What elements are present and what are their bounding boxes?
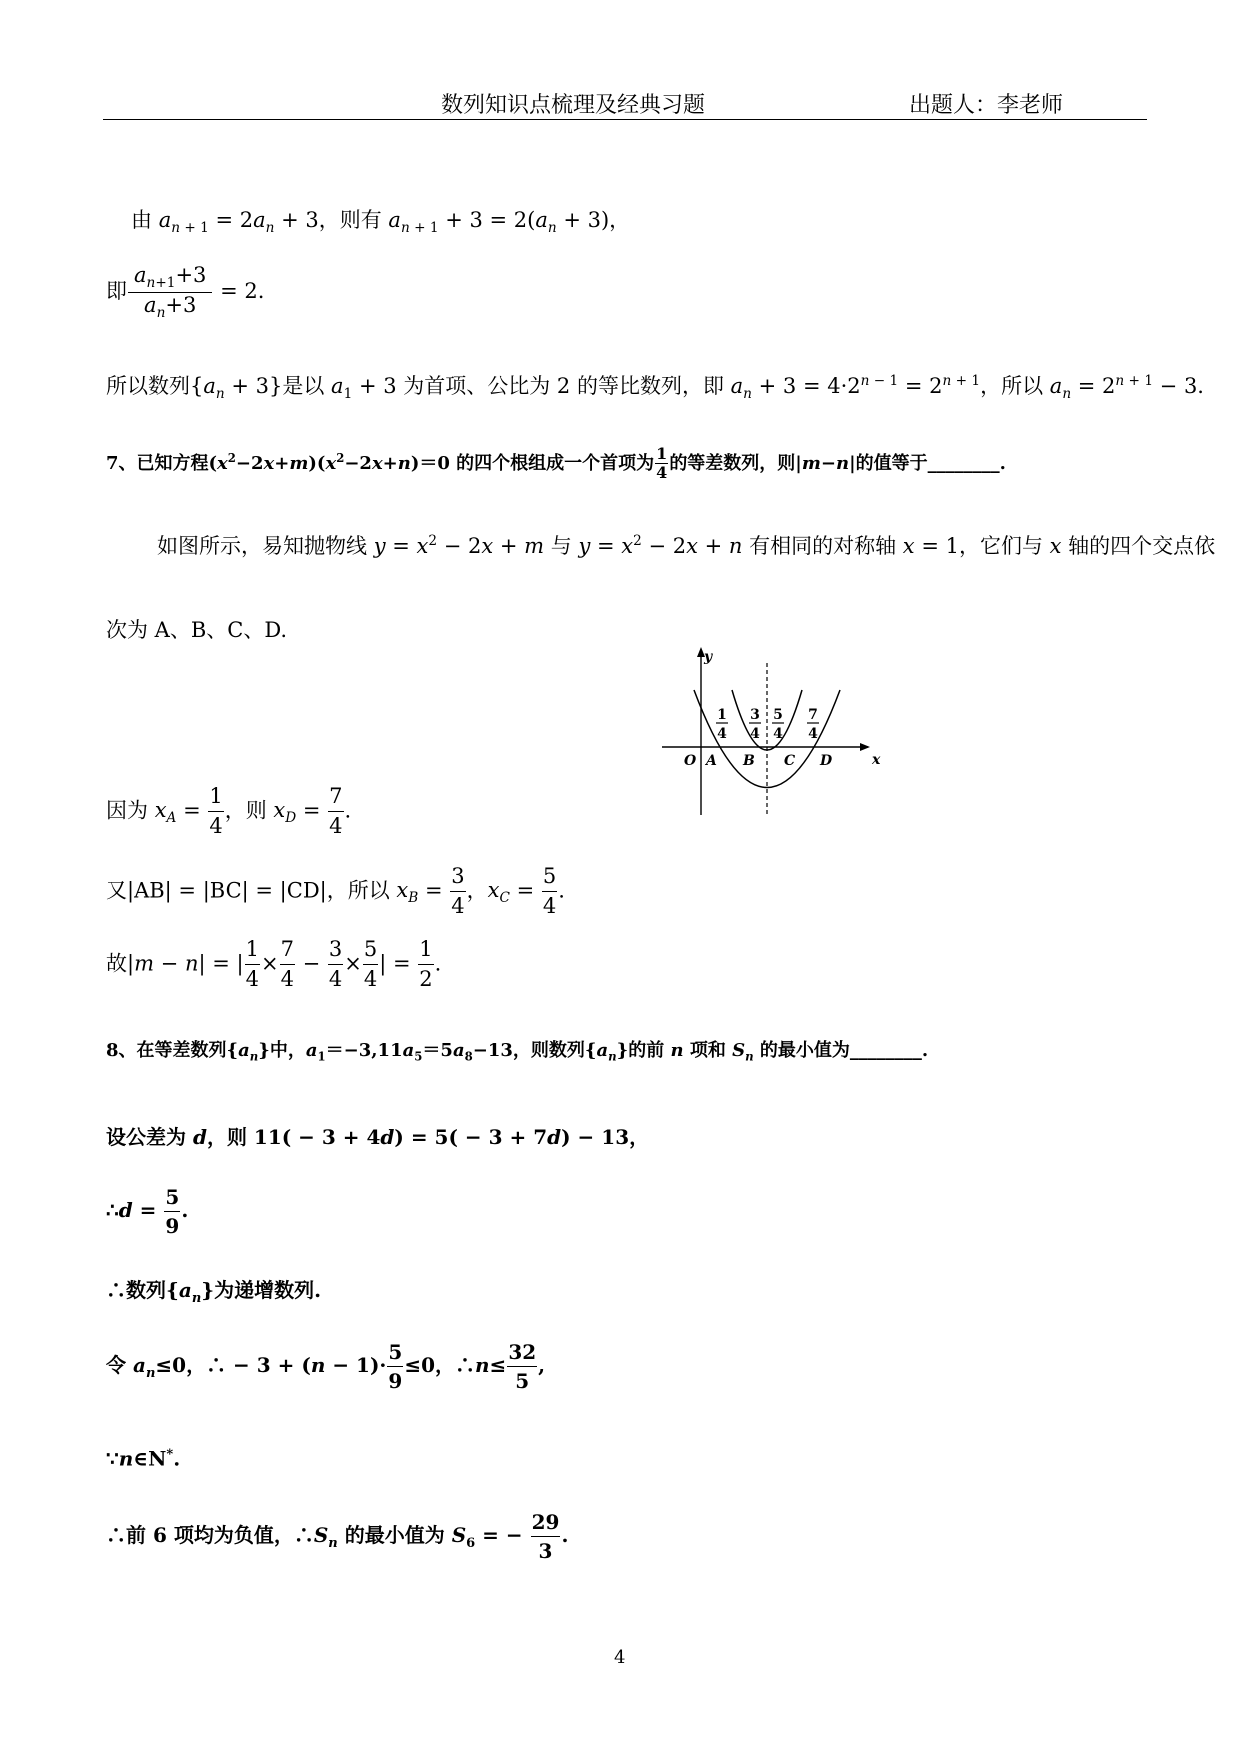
page-number: 4 [614, 1647, 626, 1668]
svg-text:4: 4 [750, 726, 760, 742]
sol8-line5: ∵n∈N*. [106, 1446, 181, 1471]
svg-text:5: 5 [773, 707, 783, 723]
sol8-line1: 设公差为 d，则 11( − 3 + 4d) = 5( − 3 + 7d) − 13， [106, 1125, 650, 1149]
point-c-label: C [784, 753, 796, 769]
sol7-line4: 又|AB| = |BC| = |CD|，所以 $x_B$ = $\frac{3}{4}$ ，$x_C$ = $\frac{5}{4}$ . [106, 864, 565, 919]
sol7-line5: 故|m − n| = | $\frac{1}{4}$ × $\frac{7}{4}$ − $\frac{3}{4}$ × $\frac{5}{4}$ | = $\frac{1}{2}$ . [106, 937, 442, 992]
sol7-line1: 如图所示，易知抛物线 $y = x^2 - 2x + m$ 与 $y = x^2 - 2x + n$ 有相同的对称轴 x = 1，它们与 x 轴的四个交点依 [157, 533, 1216, 558]
label-quarter-3 [749, 707, 761, 742]
sol7-line3: 因为 $x_A$ = $\frac{1}{4}$ ，则 $x_D$ = $\frac{7}{4}$ . [106, 784, 352, 839]
sol6-line3: 所以数列$\{a_n + 3\}$是以 $a_1 + 3$ 为首项、公比为 2 的等比数列，即 $a_n + 3 = 4\cdot 2^{n - 1} = 2^{n + 1}$，所以 $a_n = 2^{n + 1} - 3$. [106, 373, 1204, 403]
point-b-label: B [743, 753, 755, 769]
y-axis-label: y [704, 649, 713, 665]
svg-text:3: 3 [750, 707, 760, 723]
point-a-label: A [706, 753, 717, 769]
sol7-line2: 次为 A、B、C、D. [106, 618, 288, 642]
parabola-outer [694, 690, 840, 788]
parabola-figure [650, 645, 890, 820]
label-quarter-5 [772, 707, 784, 742]
svg-text:7: 7 [808, 707, 818, 723]
sol6-line1: 由 $a_{n + 1} = 2a_n + 3$，则有 $a_{n + 1} + 3 = 2(a_n + 3)$， [131, 208, 631, 237]
sol8-line4: 令 $a_n\le 0$，∴ − 3 + (n − 1)· $\frac{5}{9}$ ≤0，∴n≤ $\frac{32}{5}$ , [106, 1340, 546, 1393]
sol6-line2: 即 $\frac{a_{n+1}+3}{a_n+3}$ = 2. [106, 263, 265, 322]
svg-text:4: 4 [808, 726, 818, 742]
sol8-line6: ∴前 6 项均为负值，$\therefore S_n$ 的最小值为 $S_6$ = − $\frac{29}{3}$ . [106, 1510, 569, 1563]
sol8-line2: ∴d = $\frac{5}{9}$ . [106, 1185, 189, 1238]
question-7: 7、已知方程$(x^2-2x+m)(x^2-2x+n)=0$ 的四个根组成一个首项为 $\frac{1}{4}$ 的等差数列，则|m−n|的值等于________. [106, 444, 1006, 483]
label-quarter-1 [716, 707, 728, 742]
document-author: 出题人：李老师 [909, 93, 1064, 118]
svg-text:4: 4 [773, 726, 783, 742]
header-rule [103, 119, 1147, 120]
x-axis-label: x [872, 752, 881, 768]
x-axis-arrow [860, 743, 870, 751]
origin-label: O [684, 753, 697, 769]
label-quarter-7 [807, 707, 819, 742]
point-d-label: D [820, 753, 833, 769]
document-title: 数列知识点梳理及经典习题 [441, 93, 706, 118]
sol8-line3: ∴数列$\{a_n\}$为递增数列. [106, 1278, 322, 1306]
svg-text:4: 4 [717, 726, 727, 742]
question-8: 8、在等差数列$\{a_n\}$中，$a_1=-3,11a_5=5a_8-13$，则数列$\{a_n\}$的前 n 项和 $S_n$ 的最小值为________. [106, 1040, 929, 1064]
svg-text:1: 1 [717, 707, 727, 723]
